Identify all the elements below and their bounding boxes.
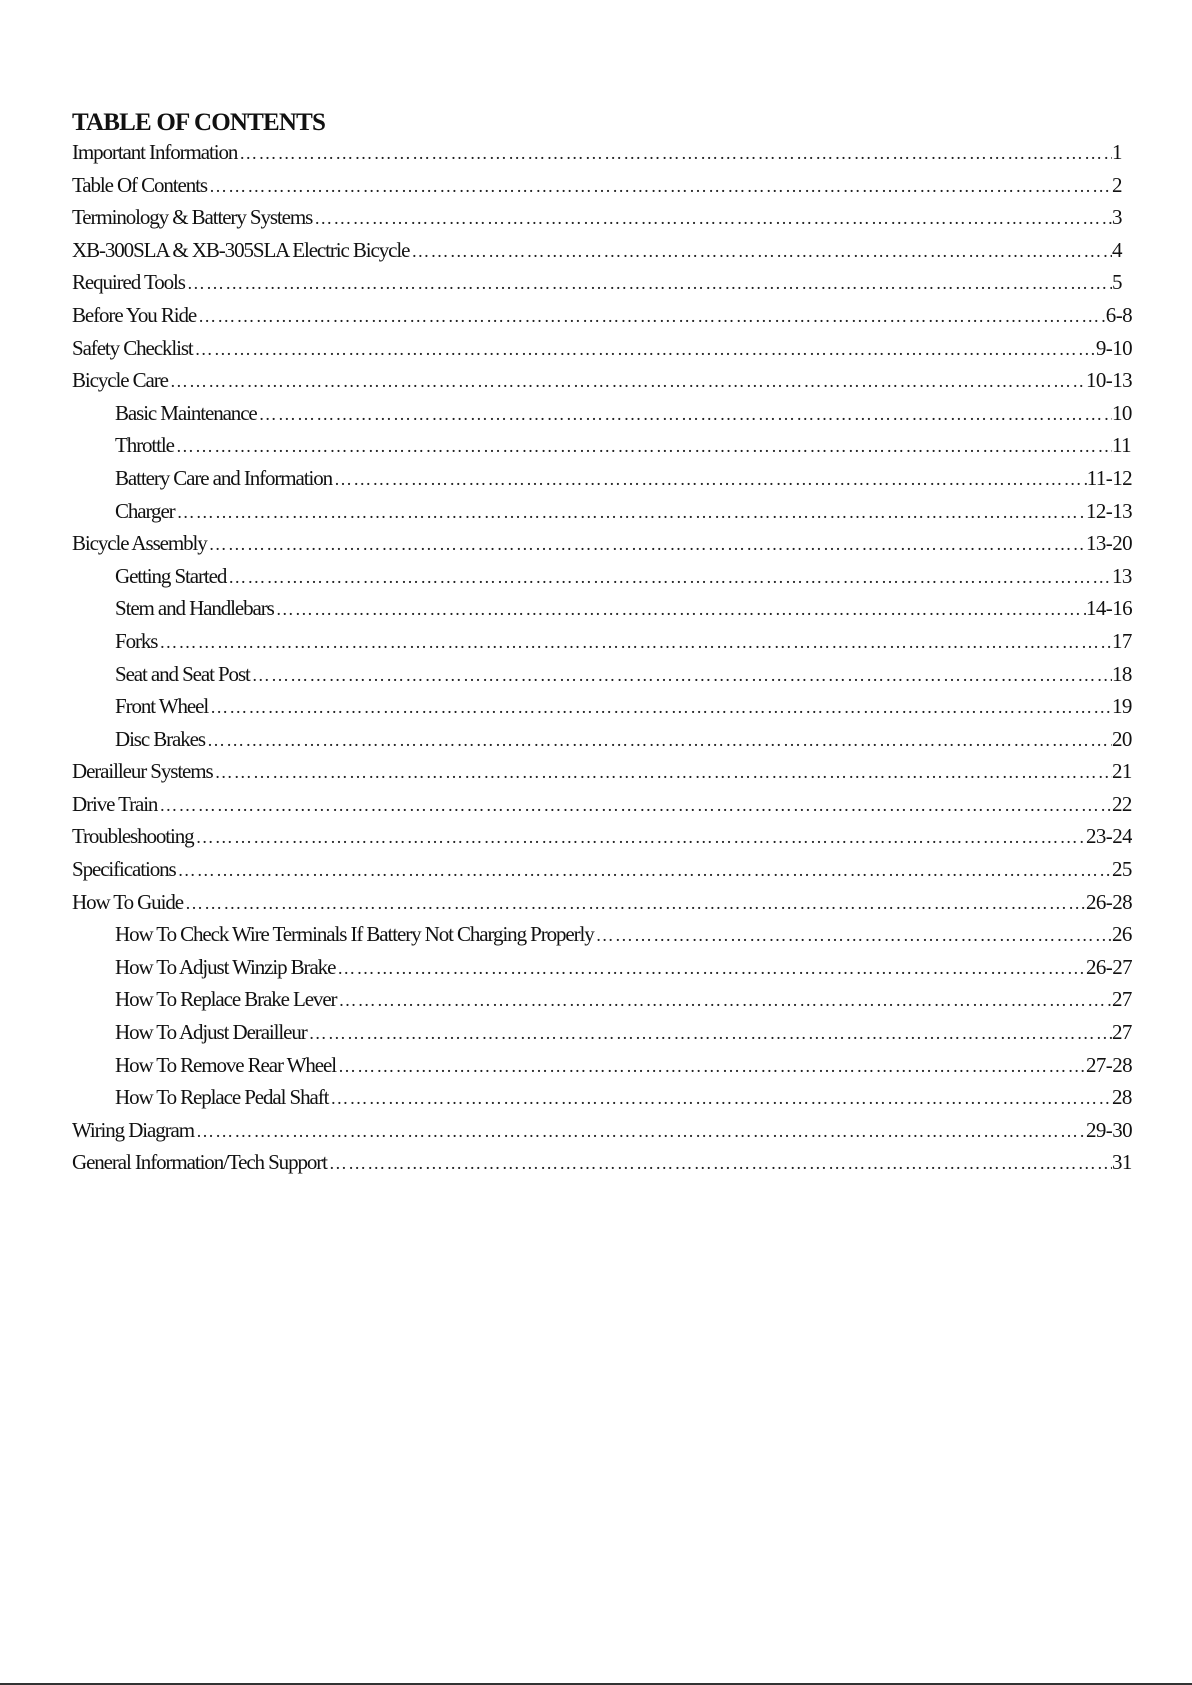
toc-dot-leader <box>176 860 1112 881</box>
toc-page-number: 13 <box>1112 563 1132 588</box>
toc-dot-leader <box>193 339 1096 360</box>
toc-entry-label: How To Guide <box>72 889 183 914</box>
toc-subentry[interactable] <box>72 499 1132 532</box>
toc-entry-label: How To Replace Brake Lever <box>115 987 337 1012</box>
toc-entry-label: Throttle <box>115 433 174 458</box>
toc-dot-leader <box>409 241 1112 262</box>
toc-entry-label: Stem and Handlebars <box>115 596 274 621</box>
toc-subentry[interactable] <box>72 564 1132 597</box>
toc-dot-leader <box>207 176 1112 197</box>
toc-dot-leader <box>175 502 1086 523</box>
toc-dot-leader <box>194 1121 1086 1142</box>
toc-entry-label: Before You Ride <box>72 302 197 327</box>
toc-entry-label: Safety Checklist <box>72 335 193 360</box>
toc-page-number: 26-28 <box>1086 889 1132 914</box>
toc-dot-leader <box>194 827 1086 848</box>
toc-entry-label: Derailleur Systems <box>72 759 213 784</box>
toc-page-number: 25 <box>1112 857 1132 882</box>
toc-page-number: 11-12 <box>1086 465 1132 490</box>
toc-subentry[interactable] <box>72 596 1132 629</box>
toc-subentry[interactable] <box>72 629 1132 662</box>
toc-entry[interactable] <box>72 857 1132 890</box>
toc-entry-label: XB-300SLA & XB-305SLA Electric Bicycle <box>72 237 410 262</box>
toc-list <box>72 140 1132 1183</box>
toc-dot-leader <box>257 404 1112 425</box>
toc-entry-label: Bicycle Care <box>72 368 168 393</box>
toc-dot-leader <box>205 730 1112 751</box>
toc-subentry[interactable] <box>72 401 1132 434</box>
toc-dot-leader <box>196 306 1106 327</box>
toc-entry[interactable] <box>72 368 1132 401</box>
toc-dot-leader <box>213 762 1112 783</box>
toc-subentry[interactable] <box>72 466 1132 499</box>
toc-entry-label: Bicycle Assembly <box>72 531 207 556</box>
toc-entry[interactable] <box>72 759 1132 792</box>
toc-subentry[interactable] <box>72 955 1132 988</box>
toc-entry[interactable] <box>72 173 1132 206</box>
toc-page-number: 12-13 <box>1086 498 1132 523</box>
toc-dot-leader <box>174 436 1112 457</box>
toc-page-number: 13-20 <box>1086 531 1132 556</box>
toc-entry[interactable] <box>72 824 1132 857</box>
toc-entry[interactable] <box>72 1118 1132 1151</box>
toc-entry[interactable] <box>72 890 1132 923</box>
toc-entry-label: Troubleshooting <box>72 824 194 849</box>
toc-dot-leader <box>208 697 1112 718</box>
toc-entry-label: How To Adjust Derailleur <box>115 1020 307 1045</box>
toc-page-number: 27 <box>1112 1020 1132 1045</box>
toc-entry[interactable] <box>72 270 1132 303</box>
toc-entry[interactable] <box>72 205 1132 238</box>
toc-entry-label: How To Check Wire Terminals If Battery Not Charging Properly <box>115 922 594 947</box>
toc-subentry[interactable] <box>72 922 1132 955</box>
toc-dot-leader <box>237 143 1112 164</box>
toc-entry-label: Important Information <box>72 140 238 164</box>
toc-entry[interactable] <box>72 238 1132 271</box>
toc-entry-label: Terminology & Battery Systems <box>72 205 313 230</box>
toc-entry-label: How To Adjust Winzip Brake <box>115 954 336 979</box>
toc-dot-leader <box>312 208 1112 229</box>
toc-subentry[interactable] <box>72 694 1132 727</box>
toc-entry[interactable] <box>72 1150 1132 1183</box>
toc-page-number: 23-24 <box>1086 824 1132 849</box>
toc-entry-label: How To Replace Pedal Shaft <box>115 1085 329 1110</box>
toc-page-number: 10 <box>1112 400 1132 425</box>
toc-page-number: 31 <box>1112 1150 1132 1175</box>
toc-entry-label: How To Remove Rear Wheel <box>115 1052 336 1077</box>
toc-page-number: 21 <box>1112 759 1132 784</box>
toc-entry-label: General Information/Tech Support <box>72 1150 327 1175</box>
toc-entry-label: Drive Train <box>72 791 158 816</box>
toc-page-number: 28 <box>1112 1085 1132 1110</box>
toc-page-number: 2 <box>1112 172 1122 197</box>
toc-subentry[interactable] <box>72 1053 1132 1086</box>
toc-page-number: 11 <box>1112 433 1132 458</box>
toc-dot-leader <box>207 534 1086 555</box>
toc-page-number: 29-30 <box>1086 1117 1132 1142</box>
toc-entry-label: Basic Maintenance <box>115 400 257 425</box>
toc-entry-label: Specifications <box>72 857 176 882</box>
toc-page-number: 20 <box>1112 726 1132 751</box>
toc-dot-leader <box>157 795 1112 816</box>
toc-dot-leader <box>183 893 1086 914</box>
toc-page-number: 14-16 <box>1086 596 1132 621</box>
toc-entry-label: Forks <box>115 628 158 653</box>
toc-dot-leader <box>336 990 1112 1011</box>
toc-dot-leader <box>327 1153 1112 1174</box>
toc-entry-label: Wiring Diagram <box>72 1117 194 1142</box>
toc-dot-leader <box>157 632 1112 653</box>
toc-entry-label: Charger <box>115 498 175 523</box>
toc-dot-leader <box>335 958 1086 979</box>
toc-entry[interactable] <box>72 140 1132 173</box>
toc-dot-leader <box>594 925 1112 946</box>
toc-dot-leader <box>307 1023 1112 1044</box>
toc-page-number: 5 <box>1112 270 1122 295</box>
toc-subentry[interactable] <box>72 662 1132 695</box>
toc-page-number: 3 <box>1112 205 1122 230</box>
toc-entry-label: Table Of Contents <box>72 172 207 197</box>
toc-dot-leader <box>226 567 1112 588</box>
toc-page <box>72 108 1132 1183</box>
toc-entry-label: Disc Brakes <box>115 726 205 751</box>
toc-subentry[interactable] <box>72 1085 1132 1118</box>
toc-entry-label: Front Wheel <box>115 694 209 719</box>
toc-entry[interactable] <box>72 531 1132 564</box>
toc-page-number: 1 <box>1112 140 1122 164</box>
toc-title: TABLE OF CONTENTS <box>72 109 326 136</box>
toc-subentry[interactable] <box>72 987 1132 1020</box>
toc-dot-leader <box>328 1088 1112 1109</box>
toc-page-number: 18 <box>1112 661 1132 686</box>
toc-entry[interactable] <box>72 792 1132 825</box>
toc-entry-label: Getting Started <box>115 563 227 588</box>
toc-dot-leader <box>336 1056 1086 1077</box>
toc-dot-leader <box>250 665 1112 686</box>
toc-dot-leader <box>274 599 1086 620</box>
toc-page-number: 6-8 <box>1105 302 1132 327</box>
toc-dot-leader <box>332 469 1087 490</box>
toc-entry-label: Required Tools <box>72 270 185 295</box>
toc-page-number: 17 <box>1112 628 1132 653</box>
toc-subentry[interactable] <box>72 433 1132 466</box>
toc-page-number: 9-10 <box>1095 335 1132 360</box>
toc-page-number: 10-13 <box>1086 368 1132 393</box>
toc-dot-leader <box>185 273 1112 294</box>
toc-entry-label: Battery Care and Information <box>115 465 333 490</box>
toc-page-number: 26 <box>1112 922 1132 947</box>
toc-entry-label: Seat and Seat Post <box>115 661 250 686</box>
toc-page-number: 4 <box>1112 237 1122 262</box>
toc-page-number: 19 <box>1112 694 1132 719</box>
toc-page-number: 27-28 <box>1086 1052 1132 1077</box>
toc-subentry[interactable] <box>72 1020 1132 1053</box>
toc-page-number: 22 <box>1112 791 1132 816</box>
toc-entry[interactable] <box>72 303 1132 336</box>
toc-subentry[interactable] <box>72 727 1132 760</box>
toc-page-number: 26-27 <box>1086 954 1132 979</box>
toc-dot-leader <box>168 371 1086 392</box>
toc-page-number: 27 <box>1112 987 1132 1012</box>
toc-entry[interactable] <box>72 336 1132 369</box>
